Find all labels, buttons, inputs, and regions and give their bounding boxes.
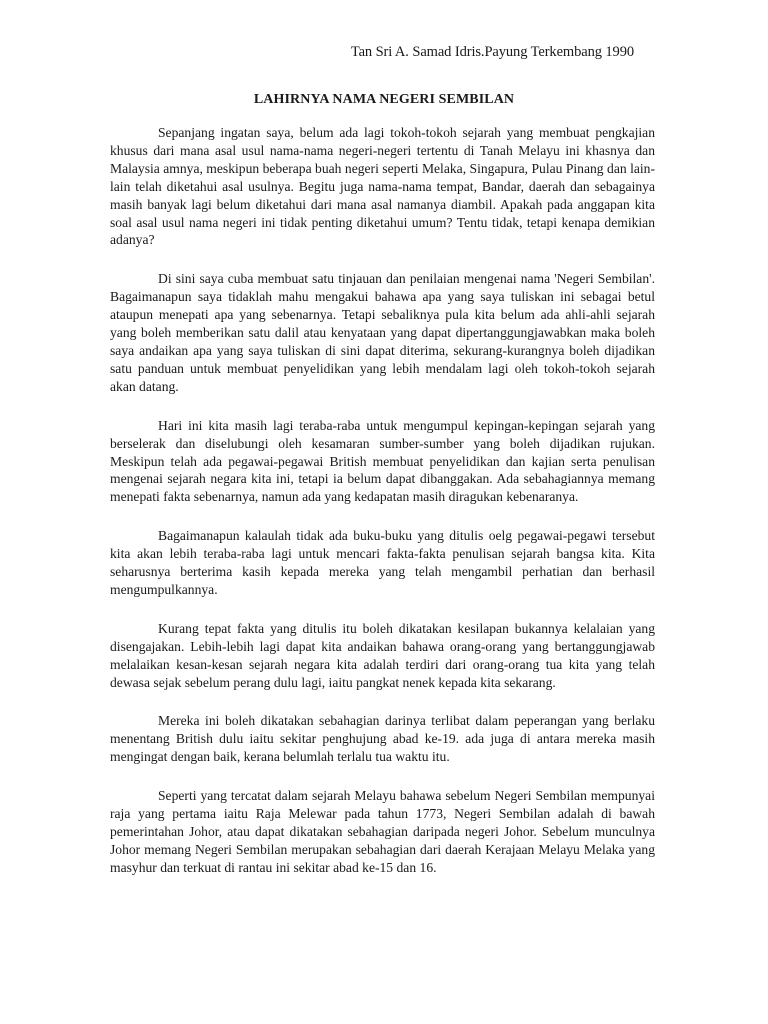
paragraph-1: Sepanjang ingatan saya, belum ada lagi tokoh-tokoh sejarah yang membuat pengkajian khusus dari mana asal usul nama-nama negeri-negeri tertentu di Tanah Melayu ini khasnya dan Malaysia amnya, meskipun beberapa buah negeri seperti Melaka, Singapura, Pulau Pinang dan lain-lain telah diketahui asal usulnya. Begitu juga nama-nama tempat, Bandar, daerah dan sebagainya masih banyak lagi belum diketahui dari mana asal namanya diambil. Apakah pada anggapan kita soal asal usul nama negeri ini tidak penting diketahui umum? Tentu tidak, tetapi kenapa demikian adanya? [110, 125, 655, 248]
document-body [110, 124, 655, 898]
paragraph-6: Mereka ini boleh dikatakan sebahagian darinya terlibat dalam peperangan yang berlaku menentang British dulu iaitu sekitar penghujung abad ke-19. ada juga di antara mereka masih mengingat dengan baik, kerana belumlah terlalu tua waktu itu. [110, 713, 655, 765]
paragraph-2: Di sini saya cuba membuat satu tinjauan dan penilaian mengenai nama 'Negeri Sembilan'. Bagaimanapun saya tidaklah mahu mengakui bahawa apa yang saya tuliskan ini sebagai betul ataupun menepati apa yang sebenarnya. Tetapi sebaliknya pula kita belum ada ahli-ahli sejarah yang boleh memberikan satu dalil atau kenyataan yang dapat dipertanggungjawabkan maka boleh saya andaikan apa yang saya tuliskan di sini dapat diterima, sekurang-kurangnya boleh dijadikan satu panduan untuk membuat penyelidikan yang lebih mendalam lagi oleh tokoh-tokoh sejarah akan datang. [110, 271, 655, 394]
paragraph-4: Bagaimanapun kalaulah tidak ada buku-buku yang ditulis oelg pegawai-pegawi tersebut kita akan lebih teraba-raba lagi untuk mencari fakta-fakta penulisan sejarah bangsa kita. Kita seharusnya berterima kasih kepada mereka yang telah mengambil perhatian dan berhasil mengumpulkannya. [110, 528, 655, 597]
paragraph-5: Kurang tepat fakta yang ditulis itu boleh dikatakan kesilapan bukannya kelalaian yang disengajakan. Lebih-lebih lagi dapat kita andaikan bahawa orang-orang yang bertanggungjawab melalaikan kesan-kesan sejarah negara kita adalah terdiri dari orang-orang tua kita yang telah dewasa sejak sebelum perang dulu lagi, iaitu pangkat nenek kepada kita sekarang. [110, 620, 655, 690]
source-attribution: Tan Sri A. Samad Idris.Payung Terkembang 1990 [350, 44, 634, 60]
paragraph-3: Hari ini kita masih lagi teraba-raba untuk mengumpul kepingan-kepingan sejarah yang berselerak dan diselubungi oleh kesamaran sumber-sumber yang boleh dijadikan rujukan. Meskipun telah ada pegawai-pegawai British membuat penyelidikan dan kajian serta penulisan mengenai sejarah negara kita ini, tetapi ia belum dapat dibanggakan. Ada sebahagiannya memang menepati fakta sebenarnya, namun ada yang kedapatan masih diragukan kebenaranya. [110, 417, 655, 505]
paragraph-7: Seperti yang tercatat dalam sejarah Melayu bahawa sebelum Negeri Sembilan mempunyai raja yang pertama iaitu Raja Melewar pada tahun 1773, Negeri Sembilan adalah di bawah pemerintahan Johor, atau dapat dikatakan sebahagian daripada negeri Johor. Sebelum munculnya Johor memang Negeri Sembilan merupakan sebahagian dari daerah Kerajaan Melayu Melaka yang masyhur dan terkuat di rantau ini sekitar abad ke-15 dan 16. [110, 788, 655, 875]
document-title: LAHIRNYA NAMA NEGERI SEMBILAN [253, 92, 515, 107]
